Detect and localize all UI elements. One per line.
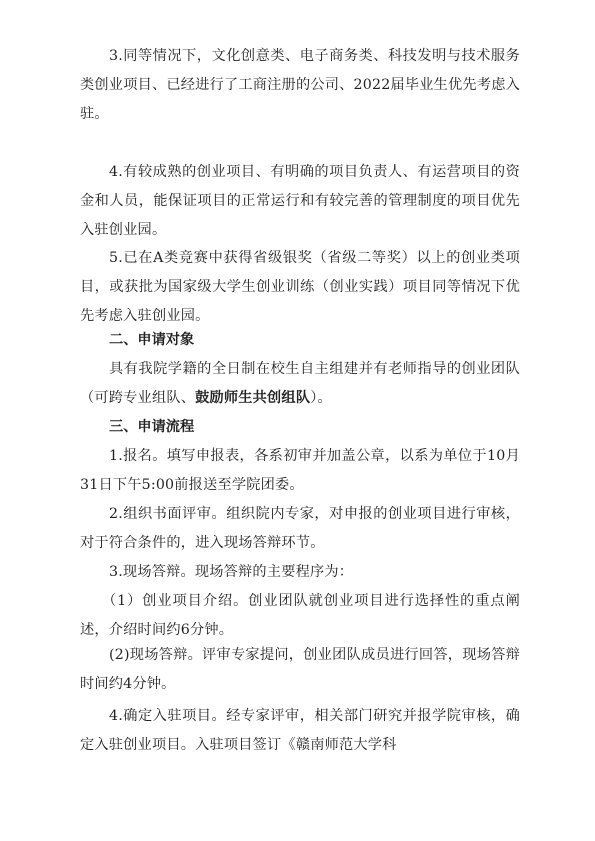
- applicants-text: 具有我院学籍的全日制在校生自主组建并有老师指导的创业团队（可跨专业组队、: [80, 361, 520, 406]
- paragraph-step-3-1: （1）创业项目介绍。创业团队就创业项目进行选择性的重点阐述，介绍时间约6分钟。: [80, 593, 520, 638]
- applicants-text-end: ）。: [310, 390, 332, 406]
- section-heading-applicants: 二、申请对象: [109, 332, 195, 348]
- paragraph-step-3: 3.现场答辩。现场答辩的主要程序为：: [109, 564, 354, 580]
- paragraph-step-3-2: (2)现场答辩。评审专家提问，创业团队成员进行回答，现场答辩时间约4分钟。: [80, 647, 520, 692]
- paragraph-criterion-3: 3.同等情况下，文化创意类、电子商务类、科技发明与技术服务类创业项目、已经进行了工商注册的公司、2022届毕业生优先考虑入驻。: [80, 48, 520, 122]
- paragraph-step-4: 4.确定入驻项目。经专家评审，相关部门研究并报学院审核，确定入驻创业项目。入驻项目签订《赣南师范大学科: [80, 708, 520, 753]
- paragraph-applicants: [80, 355, 520, 413]
- applicants-emphasis: 鼓励师生共创组队: [195, 390, 311, 406]
- paragraph-criterion-5: 5.已在A类竞赛中获得省级银奖（省级二等奖）以上的创业类项目，或获批为国家级大学生创业训练（创业实践）项目同等情况下优先考虑入驻创业园。: [80, 250, 520, 324]
- paragraph-step-1: 1.报名。填写申报表，各系初审并加盖公章，以系为单位于10月31日下午5:00前报送至学院团委。: [80, 448, 520, 493]
- paragraph-criterion-4: 4.有较成熟的创业项目、有明确的项目负责人、有运营项目的资金和人员，能保证项目的正常运行和有较完善的管理制度的项目优先入驻创业园。: [80, 164, 520, 238]
- paragraph-step-2: 2.组织书面评审。组织院内专家，对申报的创业项目进行审核，对于符合条件的，进入现场答辩环节。: [80, 506, 520, 551]
- section-heading-process: 三、申请流程: [109, 419, 195, 435]
